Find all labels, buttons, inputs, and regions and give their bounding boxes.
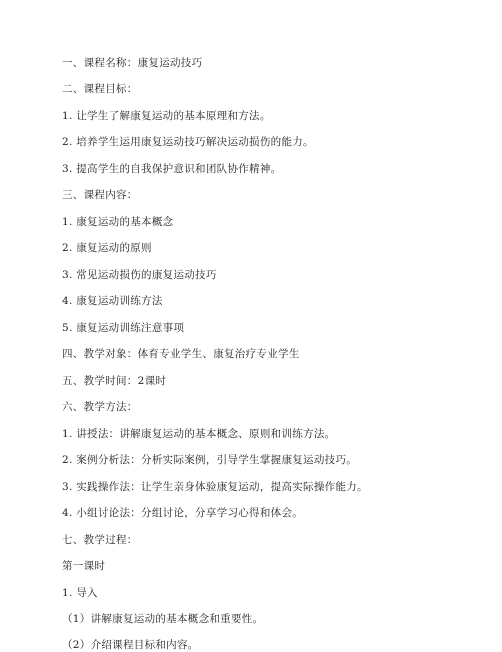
teaching-process-heading: 七、教学过程：: [62, 534, 138, 546]
teaching-methods-heading: 六、教学方法：: [62, 401, 138, 413]
process-step: 1. 导入: [62, 587, 98, 599]
content-item: 5. 康复运动训练注意事项: [62, 322, 185, 334]
content-item: 3. 常见运动损伤的康复运动技巧: [62, 269, 217, 281]
course-name-heading: 一、课程名称：康复运动技巧: [62, 57, 203, 69]
method-item: 2. 案例分析法：分析实际案例，引导学生掌握康复运动技巧。: [62, 454, 358, 466]
method-item: 3. 实践操作法：让学生亲身体验康复运动，提高实际操作能力。: [62, 481, 368, 493]
course-objectives-heading: 二、课程目标：: [62, 83, 138, 95]
course-content-heading: 三、课程内容：: [62, 189, 138, 201]
first-lesson-heading: 第一课时: [62, 560, 106, 572]
method-item: 1. 讲授法：讲解康复运动的基本概念、原则和训练方法。: [62, 428, 336, 440]
content-item: 1. 康复运动的基本概念: [62, 216, 174, 228]
content-item: 2. 康复运动的原则: [62, 242, 152, 254]
teaching-time-heading: 五、教学时间：2课时: [62, 375, 167, 387]
objective-item: 1. 让学生了解康复运动的基本原理和方法。: [62, 110, 271, 122]
content-item: 4. 康复运动训练方法: [62, 295, 163, 307]
process-substep: （2）介绍课程目标和内容。: [62, 639, 199, 651]
process-substep: （1）讲解康复运动的基本概念和重要性。: [62, 613, 264, 625]
teaching-target-heading: 四、教学对象：体育专业学生、康复治疗专业学生: [62, 348, 300, 360]
method-item: 4. 小组讨论法：分组讨论，分享学习心得和体会。: [62, 507, 304, 519]
objective-item: 3. 提高学生的自我保护意识和团队协作精神。: [62, 163, 282, 175]
objective-item: 2. 培养学生运用康复运动技巧解决运动损伤的能力。: [62, 136, 314, 148]
